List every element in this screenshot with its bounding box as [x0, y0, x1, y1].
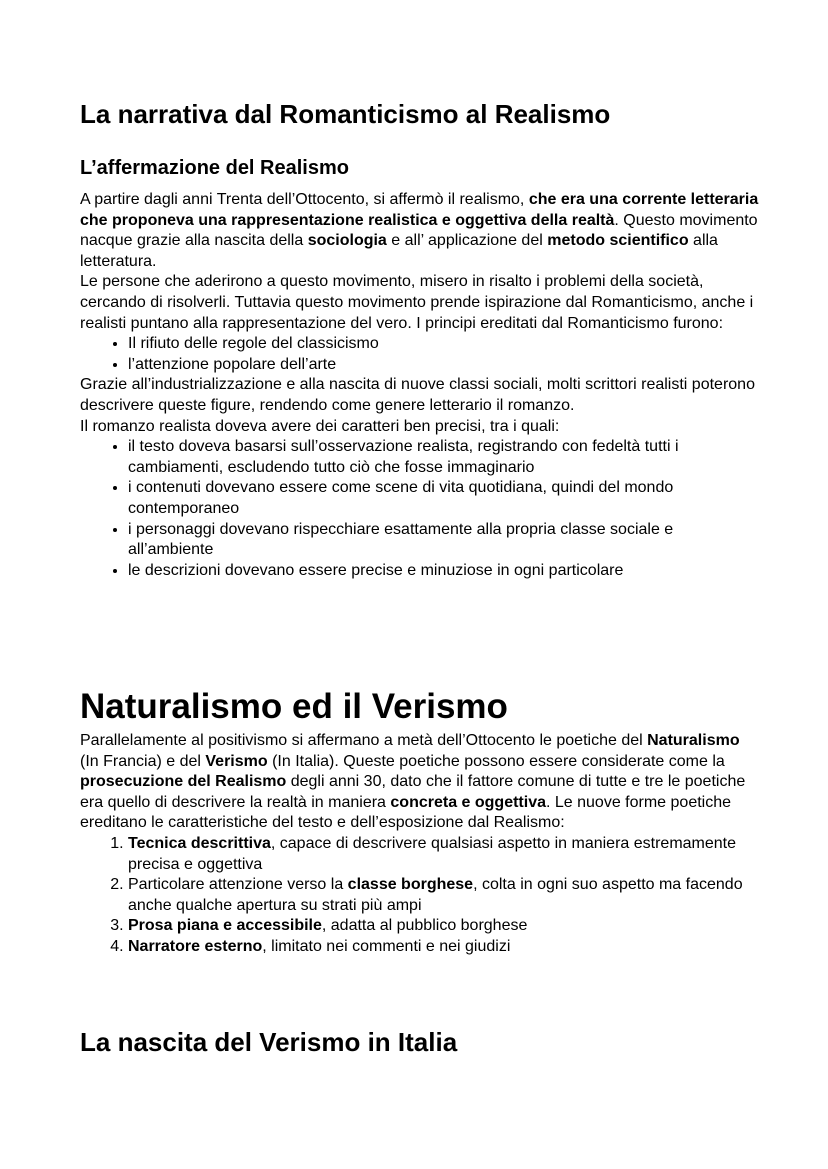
- text-run: . Le nuove forme poetiche ereditano le caratteristiche del testo e dell’esposizione dal Realismo:: [80, 793, 732, 832]
- paragraph-romanzo-realista: Il romanzo realista doveva avere dei caratteri ben precisi, tra i quali:: [80, 417, 560, 435]
- paragraph-industrializzazione: Grazie all’industrializzazione e alla nascita di nuove classi sociali, molti scrittori realisti poterono descrivere queste figure, rendendo come genere letterario il romanzo.: [80, 376, 755, 414]
- text-run: , limitato nei commenti e nei giudizi: [262, 937, 511, 955]
- paragraph-realismo-persone: Le persone che aderirono a questo movimento, misero in risalto i problemi della società, cercando di risolverli. Tuttavia questo movimento prende ispirazione dal Romanticismo, anche i realisti puntano alla rappresentazione del vero. I principi ereditati dal Romanticismo furono:: [80, 273, 754, 332]
- bold-text: Prosa piana e accessibile: [128, 917, 322, 935]
- section-heading-naturalismo: Naturalismo ed il Verismo: [80, 687, 508, 726]
- text-run: , capace di descrivere qualsiasi aspetto in maniera estremamente precisa e oggettiva: [128, 834, 737, 873]
- bold-text: metodo scientifico: [547, 232, 689, 250]
- bold-text: prosecuzione del Realismo: [80, 773, 287, 791]
- section-heading-verismo: La nascita del Verismo in Italia: [80, 1027, 458, 1057]
- list-item: [128, 916, 760, 937]
- text-run: , colta in ogni suo aspetto ma facendo anche qualche apertura su strati più ampi: [128, 876, 743, 914]
- paragraph-realismo-intro: [80, 190, 760, 272]
- text-run: (In Francia) e del: [80, 752, 206, 770]
- list-caratteri: [80, 437, 760, 581]
- list-item: [128, 875, 760, 916]
- paragraph-naturalismo-intro: [80, 731, 760, 834]
- bold-text: Naturalismo: [647, 732, 740, 749]
- bold-text: classe borghese: [347, 876, 474, 894]
- text-run: (In Italia). Queste poetiche possono essere considerate come la: [267, 752, 725, 770]
- text-run: degli anni 30, dato che il fattore comune di tutte e tre le poetiche era quello di descrivere la realtà in maniera: [80, 773, 746, 811]
- text-run: , adatta al pubblico borghese: [321, 917, 528, 935]
- list-item: • Il rifiuto delle regole del classicismo: [128, 334, 760, 355]
- bold-text: sociologia: [307, 232, 387, 250]
- list-item: • i contenuti dovevano essere come scene di vita quotidiana, quindi del mondo contemporaneo: [128, 478, 760, 519]
- list-item: • le descrizioni dovevano essere precise e minuziose in ogni particolare: [128, 561, 760, 582]
- list-item: • i personaggi dovevano rispecchiare esattamente alla propria classe sociale e all’ambiente: [128, 520, 760, 561]
- bold-text: concreta e oggettiva: [390, 793, 546, 811]
- bold-text: Tecnica descrittiva: [128, 834, 271, 852]
- bold-text: Narratore esterno: [128, 937, 263, 955]
- list-caratteristiche: [80, 834, 760, 958]
- text-run: Parallelamente al positivismo si affermano a metà dell’Ottocento le poetiche del: [80, 732, 648, 749]
- text-run: alla letteratura.: [80, 232, 718, 270]
- list-item: • il testo doveva basarsi sull’osservazione realista, registrando con fedeltà tutti i cambiamenti, escludendo tutto ciò che fosse immaginario: [128, 437, 760, 478]
- text-run: Particolare attenzione verso la: [128, 876, 348, 894]
- list-item: [128, 834, 760, 875]
- section-heading-realismo: L’affermazione del Realismo: [80, 157, 349, 179]
- text-run: . Questo movimento nacque grazie alla nascita della: [80, 211, 758, 250]
- list-item: • l’attenzione popolare dell’arte: [128, 355, 760, 376]
- list-item: [128, 937, 760, 958]
- section-naturalismo: [80, 731, 760, 958]
- bold-text: Verismo: [205, 752, 268, 770]
- text-run: e all’ applicazione del: [386, 232, 548, 250]
- document-title: La narrativa dal Romanticismo al Realismo: [80, 99, 611, 129]
- text-run: A partire dagli anni Trenta dell’Ottocento, si affermò il realismo,: [80, 191, 529, 208]
- bold-text: che era una corrente letteraria che proponeva una rappresentazione realistica e oggettiva della realtà: [80, 191, 759, 229]
- section-realismo: [80, 190, 760, 581]
- list-principi: [80, 334, 760, 375]
